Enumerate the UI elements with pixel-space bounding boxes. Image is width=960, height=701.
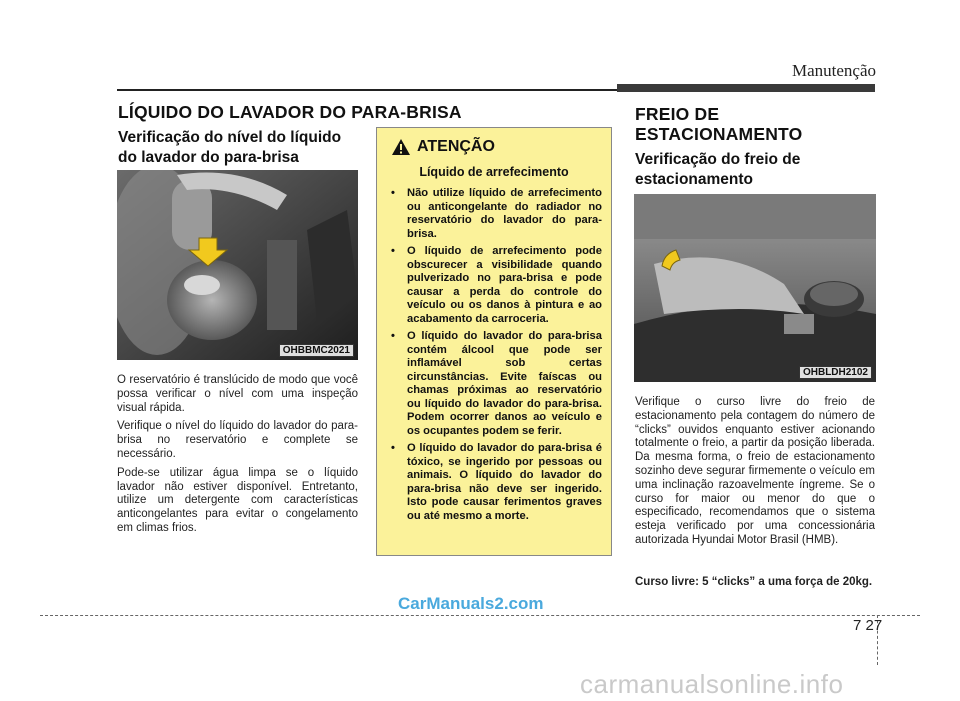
washer-reservoir-photo (117, 170, 358, 360)
subtitle-brake-line1: Verificação do freio de (635, 151, 801, 168)
page-number: 7 27 (853, 617, 883, 634)
parking-brake-photo (634, 194, 876, 382)
washer-paragraph-1: O reservatório é translúcido de modo que você possa verificar o nível com uma inspeção visual rápida. (117, 374, 358, 414)
photo-code: OHBLDH2102 (799, 366, 872, 379)
section-header: Manutenção (791, 61, 876, 80)
engine-bay-illustration (117, 170, 358, 360)
subtitle-washer-line2: do lavador do para-brisa (118, 149, 299, 166)
warning-item: • O líquido do lavador do para-brisa contém álcool que pode ser inflamável sob certas circunstâncias. Evite faíscas ou chamas próximas ao reservatório ou líquido do lavador do para-brisa. Podem ocorrer danos ao veículo e os ocupantes podem se ferir. (387, 330, 602, 438)
warning-triangle-icon (391, 138, 411, 156)
washer-paragraph-3: Pode-se utilizar água limpa se o líquido lavador não estiver disponível. Entretanto, utilize um detergente com características anticongelantes para evitar o congelamento em climas frios. (117, 466, 358, 534)
warning-title: ATENÇÃO (417, 138, 495, 155)
warning-item: • Não utilize líquido de arrefecimento ou anticongelante do radiador no reservatório do lavador do para-brisa. (387, 187, 602, 241)
warning-header (391, 138, 495, 156)
photo-code: OHBBMC2021 (279, 344, 354, 357)
brake-note: Curso livre: 5 “clicks” a uma força de 20kg. (635, 576, 873, 588)
warning-item: • O líquido do lavador do para-brisa é tóxico, se ingerido por pessoas ou animais. O líquido do lavador do para-brisa não deve ser ingerido. Isto pode causar ferimentos graves ou até mesmo a morte. (387, 442, 602, 523)
warning-box (376, 127, 612, 556)
console-illustration (634, 194, 876, 382)
washer-body (117, 374, 358, 541)
section-title-washer: LÍQUIDO DO LAVADOR DO PARA-BRISA (118, 102, 462, 122)
warning-item: • O líquido de arrefecimento pode obscurecer a visibilidade quando pulverizado no para-brisa e pode causar a perda do controle do veículo ou os danos à pintura e ao acabamento da carroceria. (387, 245, 602, 326)
brake-paragraph: Verifique o curso livre do freio de estacionamento pela contagem do número de “clicks” ouvidos enquanto estiver acionando totalmente o freio, a partir da posição liberada. Da mesma forma, o freio de estacionamento sozinho deve segurar firmemente o veículo em uma inclinação razoavelmente íngreme. Se o curso for maior ou menor do que o especificado, recomendamos que o sistema esteja verificado por uma concessionária autorizada Hyundai Motor Brasil (HMB). (635, 396, 875, 546)
footer-rule (40, 615, 920, 616)
header-rule-thick (617, 84, 875, 92)
section-title-brake-line2: ESTACIONAMENTO (635, 124, 803, 144)
section-title-brake-line1: FREIO DE (635, 104, 720, 124)
watermark-bottom: carmanualsonline.info (580, 669, 844, 699)
watermark-link-top[interactable]: CarManuals2.com (398, 594, 544, 613)
washer-paragraph-2: Verifique o nível do líquido do lavador do para-brisa no reservatório e complete se necessário. (117, 420, 358, 460)
subtitle-washer-line1: Verificação do nível do líquido (118, 129, 342, 146)
warning-subtitle: Líquido de arrefecimento (419, 165, 569, 179)
warning-list (387, 187, 602, 527)
subtitle-brake-line2: estacionamento (635, 171, 754, 188)
